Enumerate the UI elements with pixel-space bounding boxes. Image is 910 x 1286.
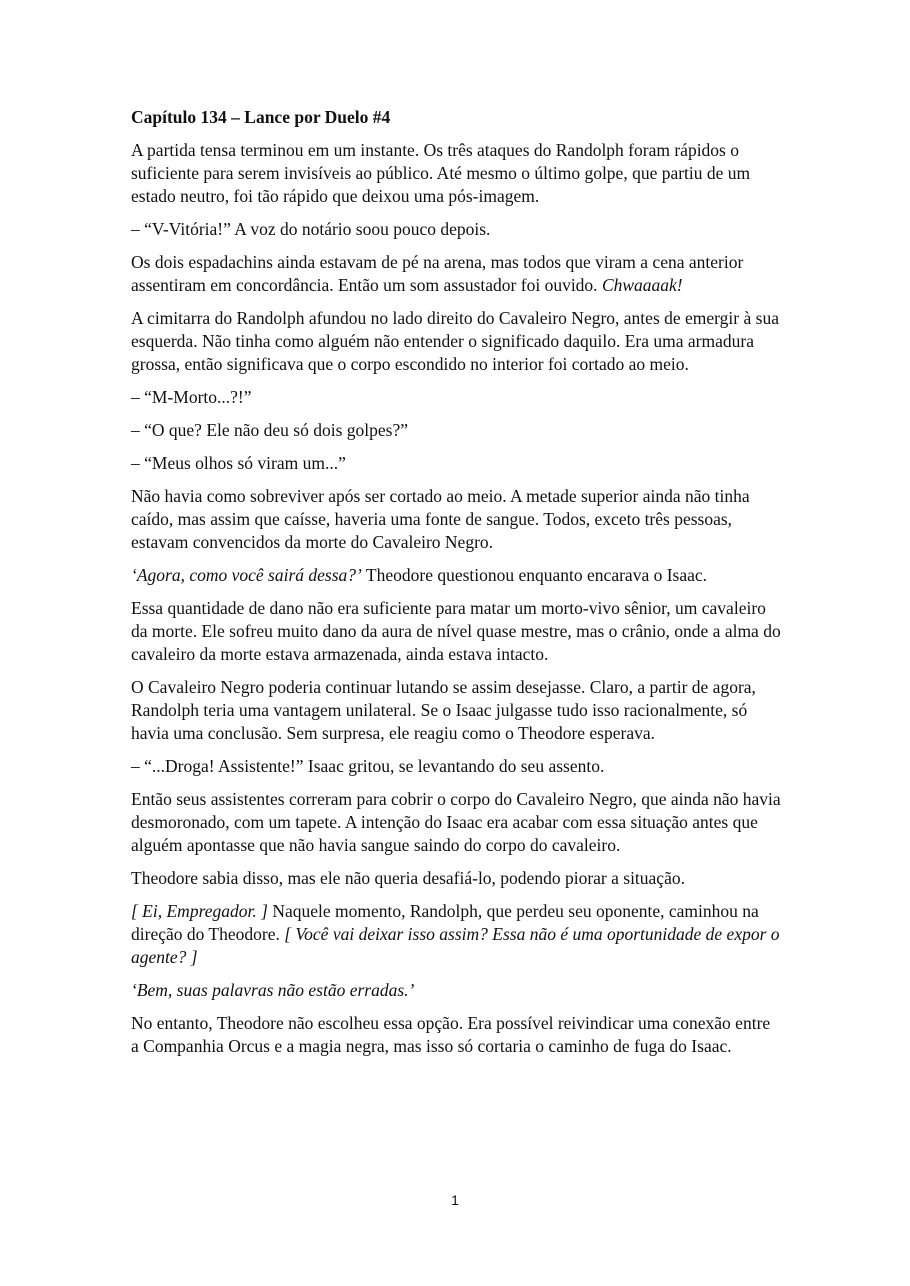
document-page (131, 106, 781, 1068)
paragraph (131, 307, 781, 376)
text-run: – “M-Morto...?!” (131, 387, 252, 407)
paragraph (131, 979, 781, 1002)
text-run: – “...Droga! Assistente!” Isaac gritou, se levantando do seu assento. (131, 756, 605, 776)
page-number: 1 (451, 1192, 459, 1208)
paragraph (131, 900, 781, 969)
italic-text: [ Você vai deixar isso assim? Essa não é uma oportunidade de expor o agente? ] (131, 924, 780, 967)
text-run: – “O que? Ele não deu só dois golpes?” (131, 420, 409, 440)
paragraph (131, 251, 781, 297)
paragraph (131, 485, 781, 554)
text-run: A cimitarra do Randolph afundou no lado direito do Cavaleiro Negro, antes de emergir à sua esquerda. Não tinha como alguém não entender o significado daquilo. Era uma armadura grossa, então significava que o corpo escondido no interior foi cortado ao meio. (131, 308, 779, 374)
text-run: – “Meus olhos só viram um...” (131, 453, 346, 473)
italic-text: ‘Bem, suas palavras não estão erradas.’ (131, 980, 415, 1000)
paragraph (131, 867, 781, 890)
text-run: O Cavaleiro Negro poderia continuar lutando se assim desejasse. Claro, a partir de agora, Randolph teria uma vantagem unilateral. Se o Isaac julgasse tudo isso racionalmente, só havia uma conclusão. Sem surpresa, ele reagiu como o Theodore esperava. (131, 677, 756, 743)
paragraph (131, 386, 781, 409)
paragraph (131, 139, 781, 208)
text-run: Naquele momento, Randolph, que perdeu seu oponente, caminhou na direção do Theodore. (131, 901, 759, 944)
chapter-body (131, 139, 781, 1058)
paragraph (131, 1012, 781, 1058)
paragraph (131, 419, 781, 442)
text-run: No entanto, Theodore não escolheu essa opção. Era possível reivindicar uma conexão entre a Companhia Orcus e a magia negra, mas isso só cortaria o caminho de fuga do Isaac. (131, 1013, 771, 1056)
italic-text: ‘Agora, como você sairá dessa?’ (131, 565, 362, 585)
text-run: Os dois espadachins ainda estavam de pé na arena, mas todos que viram a cena anterior assentiram em concordância. Então um som assustador foi ouvido. (131, 252, 744, 295)
text-run: A partida tensa terminou em um instante. Os três ataques do Randolph foram rápidos o suficiente para serem invisíveis ao público. Até mesmo o último golpe, que partiu de um estado neutro, foi tão rápido que deixou uma pós-imagem. (131, 140, 751, 206)
paragraph (131, 788, 781, 857)
paragraph (131, 218, 781, 241)
text-run: Então seus assistentes correram para cobrir o corpo do Cavaleiro Negro, que ainda não havia desmoronado, com um tapete. A intenção do Isaac era acabar com essa situação antes que alguém apontasse que não havia sangue saindo do corpo do cavaleiro. (131, 789, 781, 855)
paragraph (131, 755, 781, 778)
chapter-title: Capítulo 134 – Lance por Duelo #4 (131, 107, 391, 127)
text-run: Theodore questionou enquanto encarava o Isaac. (361, 565, 708, 585)
italic-text: [ Ei, Empregador. ] (131, 901, 268, 921)
paragraph (131, 564, 781, 587)
text-run: Essa quantidade de dano não era suficiente para matar um morto-vivo sênior, um cavaleiro da morte. Ele sofreu muito dano da aura de nível quase mestre, mas o crânio, onde a alma do cavaleiro da morte estava armazenada, ainda estava intacto. (131, 598, 781, 664)
text-run: Theodore sabia disso, mas ele não queria desafiá-lo, podendo piorar a situação. (131, 868, 685, 888)
text-run: Não havia como sobreviver após ser cortado ao meio. A metade superior ainda não tinha caído, mas assim que caísse, haveria uma fonte de sangue. Todos, exceto três pessoas, estavam convencidos da morte do Cavaleiro Negro. (131, 486, 750, 552)
text-run: – “V-Vitória!” A voz do notário soou pouco depois. (131, 219, 491, 239)
paragraph (131, 597, 781, 666)
paragraph (131, 676, 781, 745)
paragraph (131, 452, 781, 475)
italic-text: Chwaaaak! (601, 275, 683, 295)
